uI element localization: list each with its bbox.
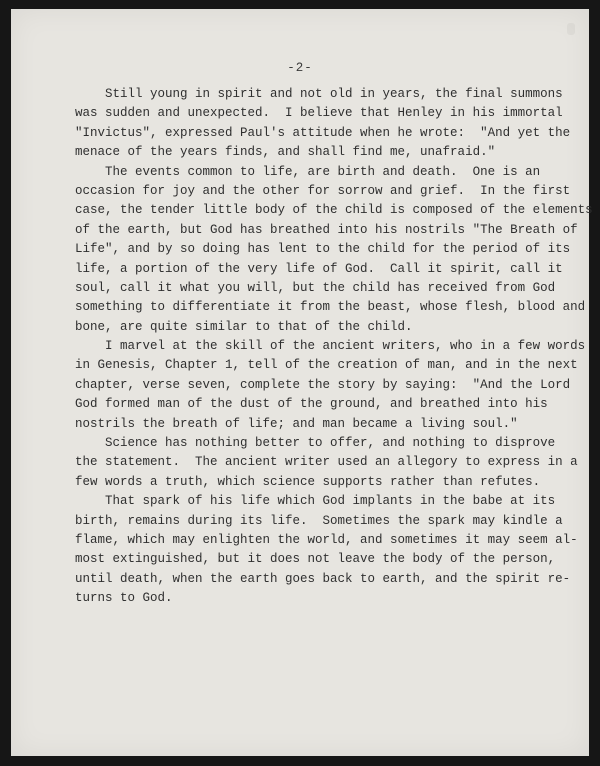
text-line: chapter, verse seven, complete the story by saying: "And the Lord [75,377,571,392]
text-line: something to differentiate it from the beast, whose flesh, blood and [75,300,586,315]
text-line: in Genesis, Chapter 1, tell of the creation of man, and in the next [75,358,578,373]
text-line: of the earth, but God has breathed into his nostrils "The Breath of [75,222,578,237]
text-line: "Invictus", expressed Paul's attitude when he wrote: "And yet the [75,125,571,140]
text-line: turns to God. [75,591,173,606]
text-line: the statement. The ancient writer used an allegory to express in a [75,455,578,470]
text-line: until death, when the earth goes back to earth, and the spirit re- [75,571,571,586]
text-line: The events common to life, are birth and death. One is an [75,164,541,179]
text-line: occasion for joy and the other for sorrow and grief. In the first [75,183,571,198]
page-number: -2- [287,61,313,75]
text-line: God formed man of the dust of the ground, and breathed into his [75,397,548,412]
text-line: Life", and by so doing has lent to the child for the period of its [75,242,571,257]
text-line: soul, call it what you will, but the child has received from God [75,280,556,295]
text-line: life, a portion of the very life of God. Call it spirit, call it [75,261,563,276]
text-line: birth, remains during its life. Sometimes the spark may kindle a [75,513,563,528]
text-line: nostrils the breath of life; and man became a living soul." [75,416,518,431]
text-line: I marvel at the skill of the ancient writers, who in a few words [75,339,586,354]
text-line: flame, which may enlighten the world, and sometimes it may seem al- [75,532,578,547]
document-page [11,9,593,756]
text-line: Still young in spirit and not old in years, the final summons [75,87,563,101]
text-line: That spark of his life which God implants in the babe at its [75,494,556,509]
text-line: menace of the years finds, and shall find me, unafraid." [75,145,496,160]
text-line: few words a truth, which science supports rather than refutes. [75,474,541,489]
text-line: most extinguished, but it does not leave the body of the person, [75,552,556,567]
text-line: Science has nothing better to offer, and nothing to disprove [75,436,556,451]
text-line: bone, are quite similar to that of the child. [75,319,413,334]
text-line: case, the tender little body of the child is composed of the elements [75,203,593,218]
document-body [75,85,593,609]
paper-smudge [567,23,575,35]
text-line: was sudden and unexpected. I believe that Henley in his immortal [75,106,563,121]
